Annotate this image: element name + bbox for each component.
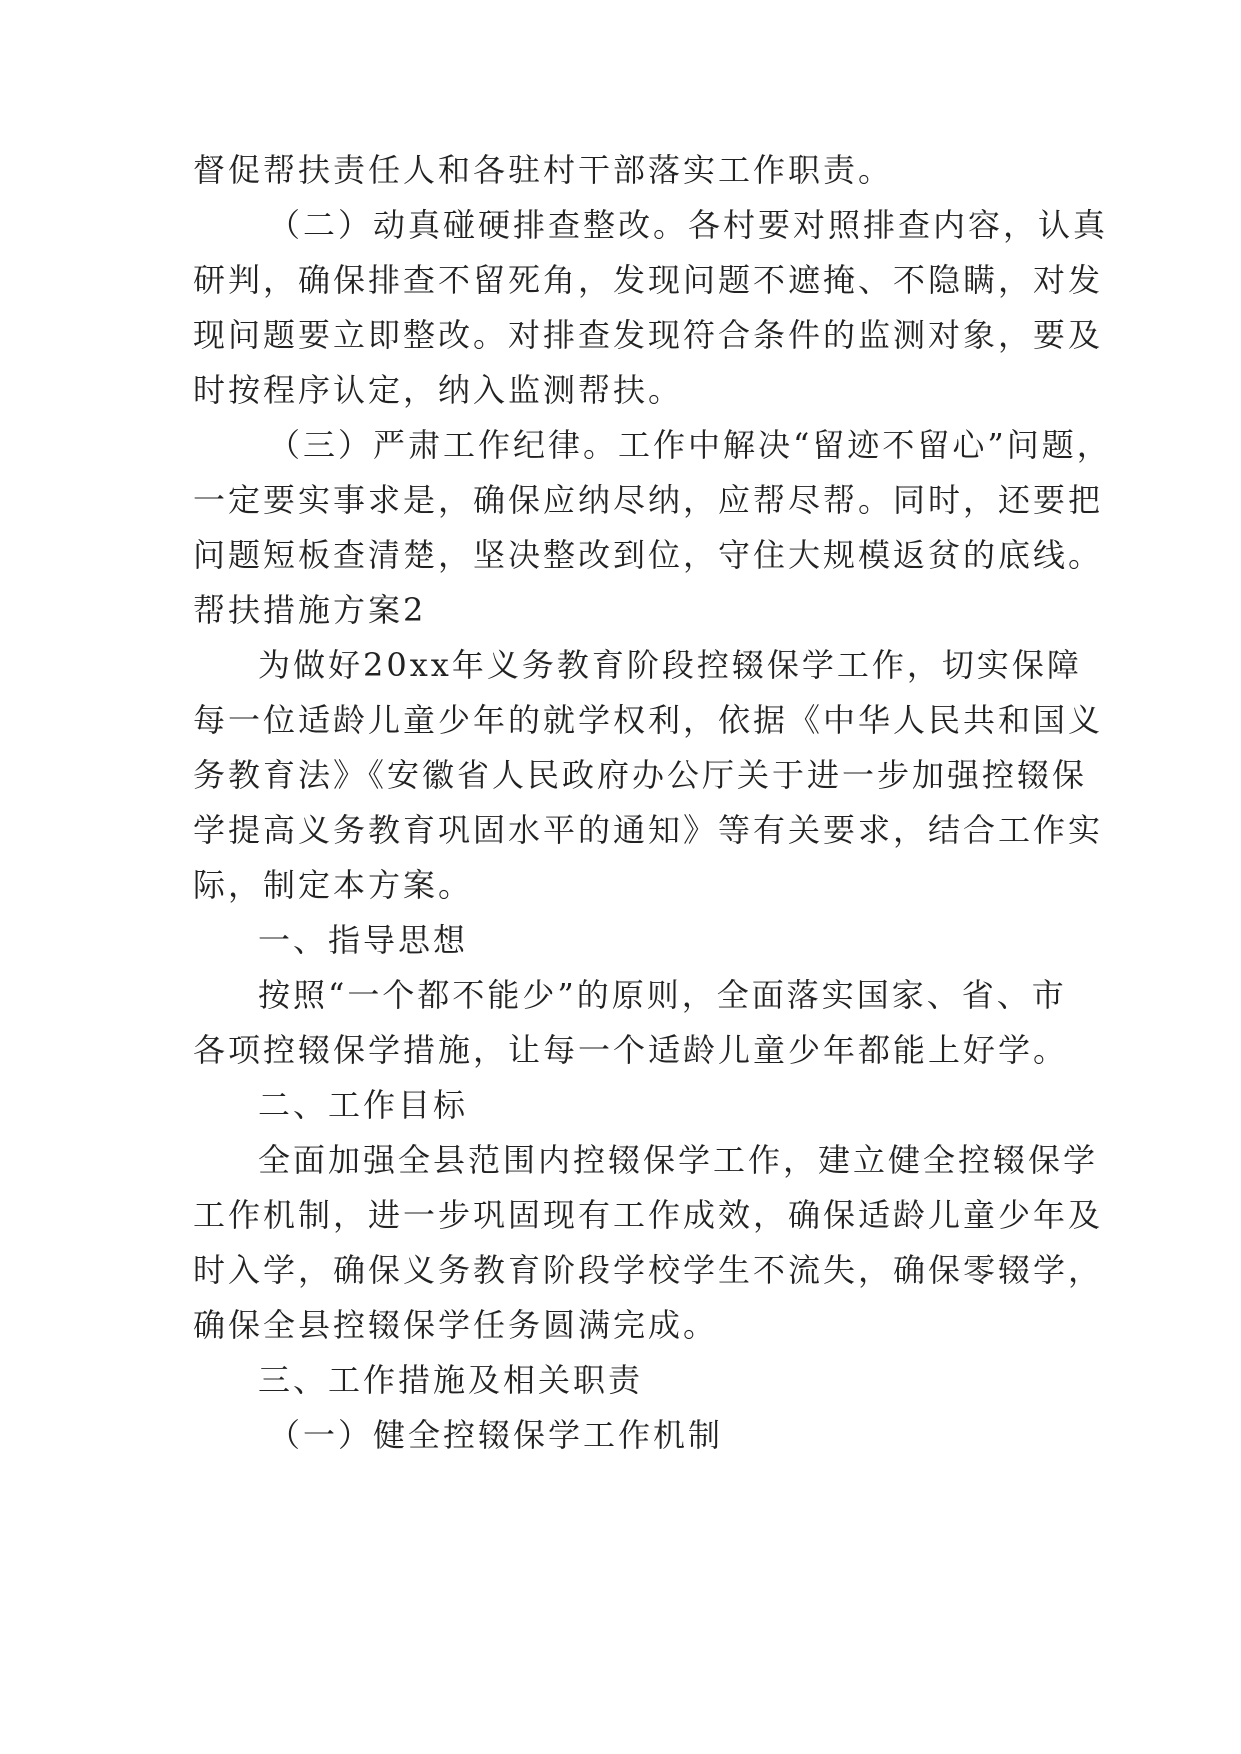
text-line: 各项控辍保学措施，让每一个适龄儿童少年都能上好学。 [193, 1031, 1069, 1069]
text-line: 确保全县控辍保学任务圆满完成。 [193, 1306, 719, 1344]
text-line: 际，制定本方案。 [193, 866, 474, 904]
text-line: 现问题要立即整改。对排查发现符合条件的监测对象，要及 [193, 316, 1104, 354]
text-line: 一定要实事求是，确保应纳尽纳，应帮尽帮。同时，还要把 [193, 481, 1104, 519]
section-heading: 二、工作目标 [258, 1086, 469, 1124]
text-line: 每一位适龄儿童少年的就学权利，依据《中华人民共和国义 [193, 701, 1104, 739]
text-line: 时按程序认定，纳入监测帮扶。 [193, 371, 684, 409]
section-heading: 三、工作措施及相关职责 [258, 1361, 644, 1399]
text-line: 全面加强全县范围内控辍保学工作，建立健全控辍保学 [258, 1141, 1099, 1179]
document-title: 帮扶措施方案2 [193, 591, 427, 629]
section-heading: （三）严肃工作纪律。工作中解决“留迹不留心”问题， [268, 426, 1112, 464]
text-line: 学提高义务教育巩固水平的通知》等有关要求，结合工作实 [193, 811, 1104, 849]
text-line: 研判，确保排查不留死角，发现问题不遮掩、不隐瞒，对发 [193, 261, 1104, 299]
text-line: 问题短板查清楚，坚决整改到位，守住大规模返贫的底线。 [193, 536, 1104, 574]
section-heading: 一、指导思想 [258, 921, 469, 959]
text-line: 督促帮扶责任人和各驻村干部落实工作职责。 [193, 151, 894, 189]
section-heading: （一）健全控辍保学工作机制 [268, 1416, 724, 1454]
text-line: 工作机制，进一步巩固现有工作成效，确保适龄儿童少年及 [193, 1196, 1104, 1234]
text-line: 时入学，确保义务教育阶段学校学生不流失，确保零辍学， [193, 1251, 1104, 1289]
text-line: 务教育法》《安徽省人民政府办公厅关于进一步加强控辍保 [193, 756, 1088, 794]
section-heading: （二）动真碰硬排查整改。各村要对照排查内容，认真 [268, 206, 1109, 244]
text-line: 按照“一个都不能少”的原则，全面落实国家、省、市 [258, 976, 1067, 1014]
text-line: 为做好20xx年义务教育阶段控辍保学工作，切实保障 [258, 646, 1082, 684]
